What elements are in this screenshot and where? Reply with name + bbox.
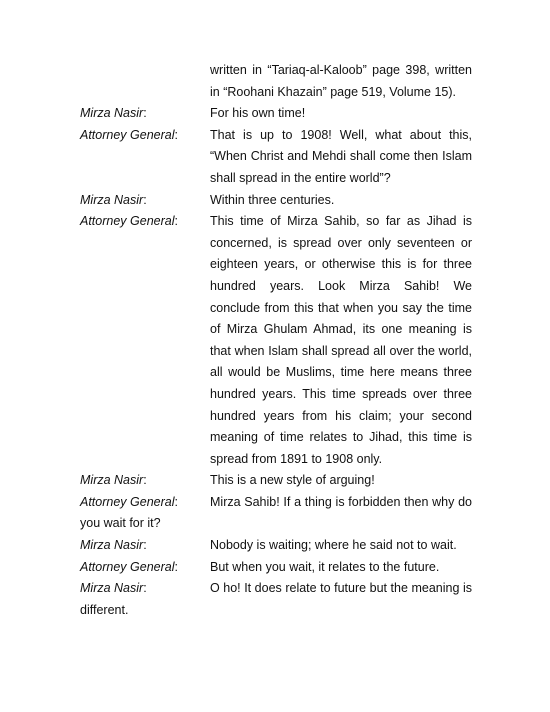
speaker-colon: : [143,192,147,207]
dialogue-text: Nobody is waiting; where he said not to wait. [210,538,457,553]
speaker-label [80,557,178,579]
speaker-label [80,492,178,514]
speaker-label [80,190,147,212]
dialogue-text: This is a new style of arguing! [210,473,375,488]
speaker-colon: : [174,127,178,142]
speaker-name: Attorney General [80,214,175,229]
speaker-colon: : [174,559,178,574]
speaker-name: Mirza Nasir [80,473,144,488]
speaker-name: Mirza Nasir [80,538,144,553]
transcript-entry [80,492,472,535]
speaker-colon: : [143,581,147,596]
dialogue-text: This time of Mirza Sahib, so far as Jihad is concerned, is spread over only seventeen or eighteen years, or otherwise this is for three hundred years. Look Mirza Sahib! We conclude from this that when you say the time of Mirza Ghulam Ahmad, its one meaning is that when Islam shall spread all over the world, all would be Muslims, time here means three hundred years. This time spreads over three hundred years from his claim; your second meaning of time relates to Jihad, this time is spread from 1891 to 1908 only. [210,214,472,466]
transcript-entry [80,190,472,212]
speaker-colon: : [143,106,147,121]
speaker-label [80,535,147,557]
transcript-entry [80,535,472,557]
transcript-entry [80,103,472,125]
dialogue-text: That is up to 1908! Well, what about this, “When Christ and Mehdi shall come then Islam shall spread in the entire world”? [210,127,472,185]
speaker-name: Mirza Nasir [80,192,144,207]
speaker-label [80,125,178,147]
dialogue-text: written in “Tariaq-al-Kaloob” page 398, written in “Roohani Khazain” page 519, Volume 15). [210,63,472,99]
speaker-name: Mirza Nasir [80,581,144,596]
speaker-label [80,103,147,125]
dialogue-text: O ho! It does relate to future but the meaning is different. [80,581,472,617]
transcript-entry [80,125,472,190]
speaker-name: Mirza Nasir [80,106,144,121]
speaker-name: Attorney General [80,494,175,509]
dialogue-text: Mirza Sahib! If a thing is forbidden then why do you wait for it? [80,494,472,531]
speaker-colon: : [174,214,178,229]
speaker-colon: : [174,494,178,509]
transcript-entry [80,557,472,579]
dialogue-text: But when you wait, it relates to the future. [210,559,440,574]
dialogue-text: Within three centuries. [210,192,335,207]
transcript-entry [80,211,472,470]
speaker-name: Attorney General [80,127,175,142]
speaker-colon: : [143,473,147,488]
speaker-name: Attorney General [80,559,175,574]
dialogue-text: For his own time! [210,106,306,121]
speaker-label [80,470,147,492]
speaker-colon: : [143,538,147,553]
transcript [80,60,472,621]
transcript-entry [80,60,472,103]
speaker-label [80,211,178,233]
speaker-label [80,578,147,600]
transcript-entry [80,578,472,621]
transcript-entry [80,470,472,492]
